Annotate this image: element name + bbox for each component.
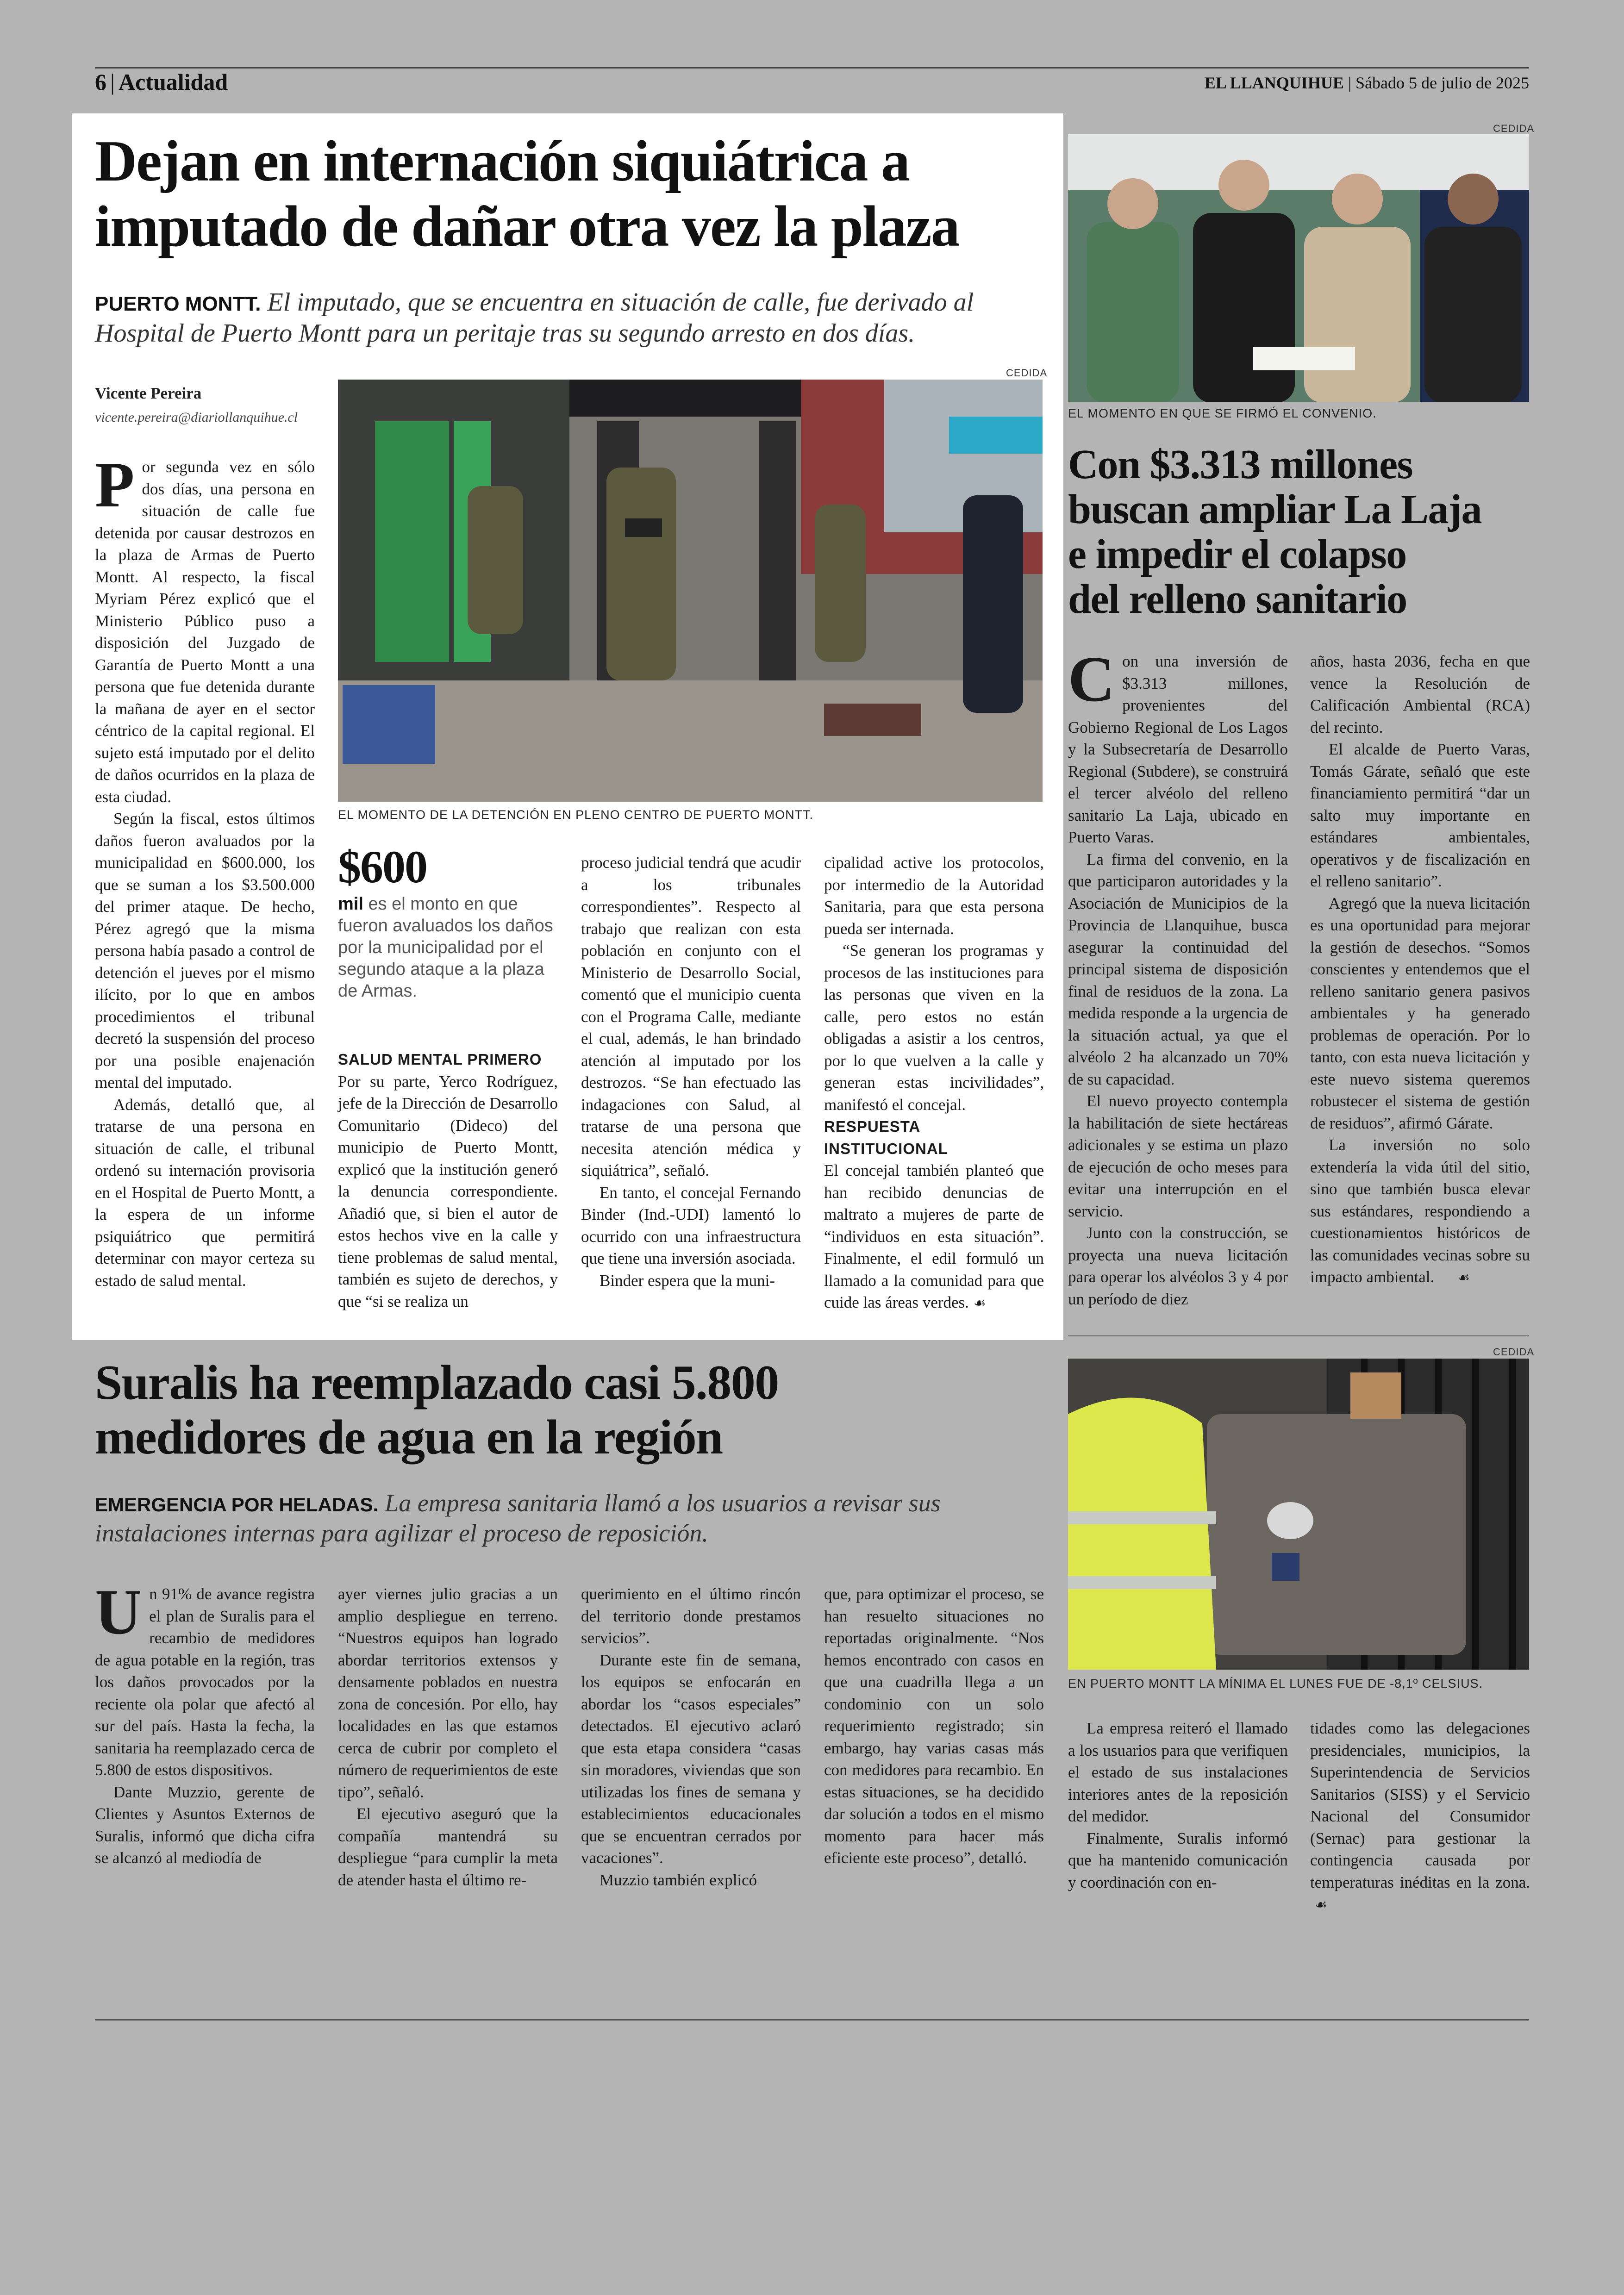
story1-dek — [95, 287, 1049, 349]
story2-col1-p3: El nuevo proyecto contempla la habilitación de siete hectáreas adicionales y se estima un plazo de ejecución de ocho meses para evitar una interrupción en el servicio. — [1068, 1092, 1288, 1220]
end-mark-icon: ☙ — [1457, 1270, 1470, 1286]
story2-photo-caption: EL MOMENTO EN QUE SE FIRMÓ EL CONVENIO. — [1068, 406, 1377, 420]
story2-column-1 — [1068, 643, 1288, 1310]
story1-col1-p2: Según la fiscal, estos últimos daños fueron avaluados por la municipalidad en $600.000, los que se suman a los $3.500.000 del primer ataque. De hecho, Pérez agregó que la misma persona había pasado a control de detención el jueves por el mismo ilícito, por lo que en ambos procedimientos el tribunal decretó la suspensión del proceso por una posible enajenación mental del imputado. — [95, 810, 315, 1091]
story1-col2-p1: Por su parte, Yerco Rodríguez, jefe de la Dirección de Desarrollo Comunitario (Dideco) del municipio de Puerto Montt, explicó que la institución generó la denuncia correspondiente. Añadió que, si bien el autor de estos hechos vive en la calle y tiene problemas de salud mental, también es sujeto de derechos, y que “si se realiza un — [338, 1072, 558, 1310]
story1-col4-p2: “Se generan los programas y procesos de las instituciones para las personas que viven en la calle, pero estos no están obligadas a asistir a los centros, por lo que vuelven a la calle y generan estas incivilidades”, manifestó el concejal. — [824, 942, 1044, 1114]
story1-photo-caption: EL MOMENTO DE LA DETENCIÓN EN PLENO CENTRO DE PUERTO MONTT. — [338, 808, 814, 822]
story3-column-6 — [1310, 1717, 1530, 1916]
story1-col1-p3: Además, detalló que, al tratarse de una persona en situación de calle, el tribunal ordenó su internación provisoria en el Hospital de Puerto Montt, a la espera de un informe psiquiátrico que permitirá determinar con mayor certeza su estado de salud mental. — [95, 1095, 315, 1290]
story1-drop-cap: P — [95, 449, 135, 521]
story1-column-4 — [824, 852, 1044, 1315]
story3-dek-text: La empresa sanitaria llamó a los usuarios a revisar sus instalaciones internas para agilizar el proceso de reposición. — [95, 1489, 941, 1547]
story2-headline-line3: e impedir el colapso — [1068, 531, 1406, 577]
story1-author: Vicente Pereira — [95, 384, 202, 402]
story1-paragraph — [95, 449, 315, 808]
story1-dek-text: El imputado, que se encuentra en situación de calle, fue derivado al Hospital de Puerto Montt para un peritaje tras su segundo arresto en dos días. — [95, 288, 974, 348]
story3-col4-p1: que, para optimizar el proceso, se han resuelto situaciones no reportadas originalmente. “Nos hemos encontrado con casos en que una cuadrilla llega a un condominio con un solo requerimiento registrado; sin embargo, hay varias casas más con medidores para recambio. En estas situaciones, se ha decidido dar solución a todos en el mismo momento para hacer más eficiente este proceso”, detalló. — [824, 1585, 1044, 1867]
story3-column-3 — [581, 1583, 801, 1891]
newspaper-name: EL LLANQUIHUE — [1204, 74, 1344, 92]
story3-col5-p2: Finalmente, Suralis informó que ha mantenido comunicación y coordinación con en- — [1068, 1829, 1288, 1891]
story1-subhead-1: SALUD MENTAL PRIMERO — [338, 1051, 542, 1068]
story1-col4-p3: El concejal también planteó que han recibido denuncias de maltrato a mujeres de parte de “individuos en esta situación”. Finalmente, el edil formuló un llamado a la comunidad para que cuide las áreas verdes. — [824, 1161, 1044, 1311]
page-section-label: 6 | Actualidad — [95, 69, 228, 95]
footer-rule — [95, 2019, 1529, 2021]
story3-column-4 — [824, 1583, 1044, 1869]
story3-col2-p1: ayer viernes julio gracias a un amplio despliegue en terreno. “Nuestros equipos han logrado abordar territorios extensos y densamente poblados en nuestra zona de concesión. Por ello, hay localidades en las que estamos cerca de cubrir por completo el número de requerimientos de este tipo”, señaló. — [338, 1585, 558, 1801]
section-divider — [1068, 1335, 1529, 1336]
story1-photo — [338, 380, 1043, 802]
issue-date: Sábado 5 de julio de 2025 — [1355, 74, 1529, 92]
story3-col2-p2: El ejecutivo aseguró que la compañía mantendrá su despliegue “para cumplir la meta de atender hasta el último re- — [338, 1805, 558, 1889]
story2-photo — [1068, 134, 1529, 402]
page-number: 6 — [95, 69, 106, 95]
story1-column-2 — [338, 1048, 558, 1312]
story2-col2-p4: La inversión no solo extendería la vida útil del sitio, sino que también busca elevar sus estándares, respondiendo a cuestionamientos históricos de las comunidades vecinas sobre su impacto ambiental. — [1310, 1136, 1530, 1286]
masthead-date: EL LLANQUIHUE | Sábado 5 de julio de 2025 — [1204, 74, 1529, 92]
story3-col3-p1: querimiento en el último rincón del territorio donde prestamos servicios”. — [581, 1585, 801, 1647]
story2-col1-p4: Junto con la construcción, se proyecta una nueva licitación para operar los alvéolos 3 y 4 por un período de diez — [1068, 1224, 1288, 1308]
story1-author-email: vicente.pereira@diariollanquihue.cl — [95, 410, 298, 425]
story2-headline-line2: buscan ampliar La Laja — [1068, 486, 1482, 532]
story2-column-2 — [1310, 650, 1530, 1289]
story3-photo — [1068, 1359, 1529, 1670]
story3-col5-p1: La empresa reiteró el llamado a los usuarios para que verifiquen el estado de sus instalaciones interiores antes de la reposición del medidor. — [1068, 1719, 1288, 1825]
story3-headline-line2: medidores de agua en la región — [95, 1410, 723, 1464]
story3-kicker: EMERGENCIA POR HELADAS. — [95, 1494, 379, 1515]
story1-col3-p2: En tanto, el concejal Fernando Binder (Ind.-UDI) lamentó lo ocurrido con una infraestructura que tiene una inversión asociada. — [581, 1183, 801, 1267]
story3-col3-p2: Durante este fin de semana, los equipos se enfocarán en abordar los “casos especiales” detectados. El ejecutivo aclaró que esta etapa considera “casas sin moradores, viviendas que son utilizadas los fines de semana y establecimientos educacionales que se encuentran cerrados por vacaciones”. — [581, 1651, 801, 1867]
story1-column-3 — [581, 852, 801, 1291]
story2-headline — [1068, 442, 1529, 622]
story1-headline — [95, 129, 1058, 259]
story3-headline-line1: Suralis ha reemplazado casi 5.800 — [95, 1355, 779, 1409]
story1-subhead-2: RESPUESTA INSTITUCIONAL — [824, 1118, 948, 1157]
story1-col3-p3: Binder espera que la muni- — [600, 1271, 775, 1290]
header-top-rule — [95, 67, 1529, 69]
story1-headline-line1: Dejan en internación siquiátrica a — [95, 129, 909, 193]
story2-col2-p1: años, hasta 2036, fecha en que vence la Resolución de Calificación Ambiental (RCA) del recinto. — [1310, 652, 1530, 736]
story1-photo-credit: CEDIDA — [1006, 367, 1048, 379]
story1-col1-p1: or segunda vez en sólo dos días, una persona en situación de calle fue detenida por causar destrozos en la plaza de Armas de Puerto Montt. Al respecto, la fiscal Myriam Pérez explicó que el Ministerio Público puso a disposición del Juzgado de Garantía de Puerto Montt a una persona que fue detenida durante la mañana de ayer en el sector céntrico de la capital regional. El sujeto está imputado por el delito de daños ocurridos en la plaza de esta ciudad. — [95, 458, 315, 806]
story1-highlight-unit: mil — [338, 894, 363, 914]
story3-headline — [95, 1355, 1049, 1465]
story3-column-2 — [338, 1583, 558, 1891]
story3-col1-p2: Dante Muzzio, gerente de Clientes y Asuntos Externos de Suralis, informó que dicha cifra se alcanzó al mediodía de — [95, 1783, 315, 1867]
story3-drop-cap: U — [95, 1576, 142, 1648]
story3-col1-p1: n 91% de avance registra el plan de Suralis para el recambio de medidores de agua potable en la región, tras los daños provocados por la reciente ola polar que afectó al sur del país. Hasta la fecha, la sanitaria ha reemplazado cerca de 5.800 de estos dispositivos. — [95, 1585, 315, 1779]
story1-highlight-number: $600 — [338, 841, 427, 892]
story1-kicker: PUERTO MONTT. — [95, 293, 261, 315]
story3-col3-p3: Muzzio también explicó — [600, 1871, 757, 1889]
story2-headline-line4: del relleno sanitario — [1068, 576, 1407, 622]
story2-headline-line1: Con $3.313 millones — [1068, 442, 1413, 487]
end-mark-icon: ☙ — [973, 1295, 986, 1311]
section-name: Actualidad — [119, 69, 228, 95]
story3-photo-caption: EN PUERTO MONTT LA MÍNIMA EL LUNES FUE DE -8,1º CELSIUS. — [1068, 1677, 1483, 1690]
signing-ceremony-illustration — [1068, 134, 1529, 402]
story2-drop-cap: C — [1068, 643, 1115, 715]
end-mark-icon: ☙ — [1315, 1897, 1327, 1913]
story1-column-1 — [95, 449, 315, 1291]
story1-highlight-description: es el monto en que fueron avaluados los daños por la municipalidad por el segundo ataque a la plaza de Armas. — [338, 894, 553, 1001]
story1-highlight-text — [338, 893, 560, 1002]
story2-col2-p3: Agregó que la nueva licitación es una oportunidad para mejorar la gestión de desechos. “Somos conscientes y entendemos que el relleno sanitario genera pasivos ambientales y ha generado problemas de operación. Por lo tanto, con esta nueva licitación y este nuevo sistema queremos robustecer el sistema de gestión de residuos”, afirmó Gárate. — [1310, 894, 1530, 1132]
story2-col1-p2: La firma del convenio, en la que participaron autoridades y la Asociación de Municipios de la Provincia de Llanquihue, busca asegurar la continuidad del principal sistema de disposición final de residuos de la zona. La medida responde a la urgencia de la situación actual, ya que el alvéolo 2 ha alcanzado un 70% de su capacidad. — [1068, 850, 1288, 1088]
story2-col2-p2: El alcalde de Puerto Varas, Tomás Gárate, señaló que este financiamiento permitirá “dar un salto muy importante en estándares ambientales, operativos y de fiscalización en el relleno sanitario”. — [1310, 740, 1530, 890]
story3-col6-p1: tidades como las delegaciones presidenciales, municipios, la Superintendencia de Servicios Sanitarios (SISS) y el Servicio Nacional del Consumidor (Sernac) para gestionar la contingencia causada por temperaturas inéditas en la zona. — [1310, 1719, 1530, 1891]
story3-column-5 — [1068, 1717, 1288, 1893]
story3-dek — [95, 1488, 1049, 1548]
story2-photo-credit: CEDIDA — [1493, 123, 1535, 134]
water-meter-worker-illustration — [1068, 1359, 1529, 1670]
story3-column-1 — [95, 1576, 315, 1869]
story1-col4-p1: cipalidad active los protocolos, por intermedio de la Autoridad Sanitaria, para que esta persona pueda ser internada. — [824, 854, 1044, 938]
story1-headline-line2: imputado de dañar otra vez la plaza — [95, 194, 959, 259]
story3-photo-credit: CEDIDA — [1493, 1346, 1535, 1358]
story2-col1-p1: on una inversión de $3.313 millones, provenientes del Gobierno Regional de Los Lagos y la Subsecretaría de Desarrollo Regional (Subdere), se construirá el tercer alvéolo del relleno sanitario La Laja, ubicado en Puerto Varas. — [1068, 652, 1288, 846]
story1-col3-p1: proceso judicial tendrá que acudir a los tribunales correspondientes”. Respecto al trabajo que realizan con esta población en conjunto con el Ministerio de Desarrollo Social, comentó que el municipio cuenta con el Programa Calle, mediante el cual, además, le han brindado atención al imputado por los destrozos. “Se han efectuado las indagaciones con Salud, al tratarse de una persona que necesita atención médica y siquiátrica”, señaló. — [581, 854, 801, 1179]
police-scene-illustration — [338, 380, 1043, 802]
